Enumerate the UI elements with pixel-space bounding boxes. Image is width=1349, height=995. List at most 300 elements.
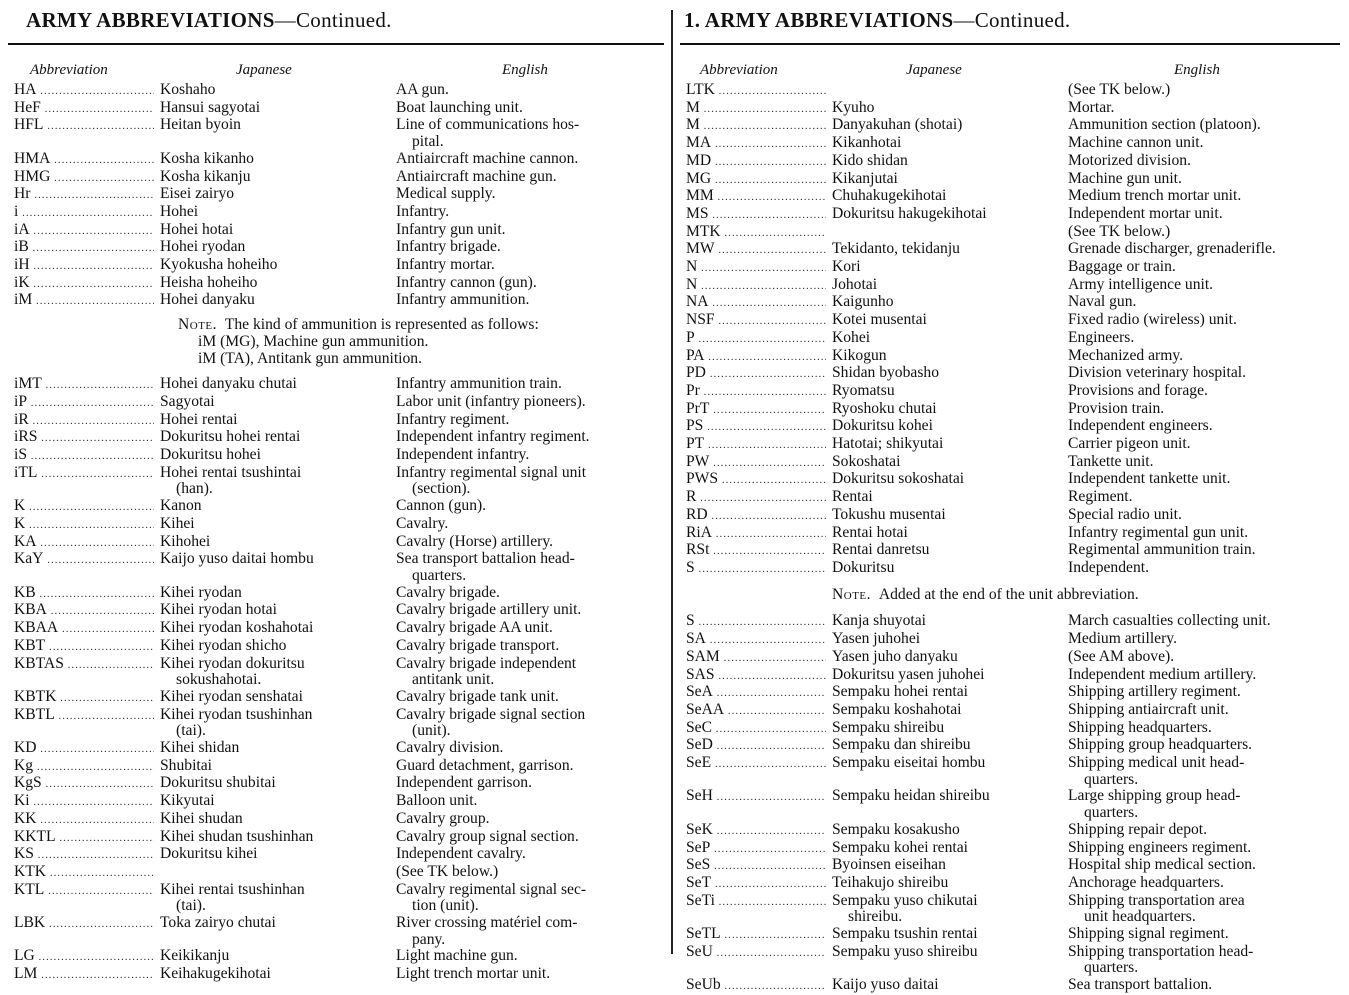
japanese-cell xyxy=(154,516,396,534)
japanese-cell xyxy=(826,720,1068,738)
english-line: Shipping transportation area xyxy=(1068,891,1245,909)
japanese-line: Eisei zairyo xyxy=(160,185,235,203)
english-cell xyxy=(1068,489,1340,507)
right-entries-group-b xyxy=(680,613,1340,994)
abbreviation-cell: SeTL ..... xyxy=(680,926,826,944)
abbreviation-cell: PD ..... xyxy=(680,365,826,383)
english-line: Antiaircraft machine gun. xyxy=(396,167,557,185)
japanese-line: Heitan byoin xyxy=(160,116,241,134)
abbreviation-cell: SeS ..... xyxy=(680,857,826,875)
entry-row xyxy=(680,755,1340,788)
entry-row xyxy=(680,737,1340,755)
japanese-line xyxy=(832,224,1060,241)
abbreviation-cell: SeK ..... xyxy=(680,822,826,840)
right-title-rest: —Continued. xyxy=(953,8,1071,32)
english-line: Sea transport battalion head- xyxy=(396,550,575,568)
japanese-line: Kihei ryodan tsushinhan xyxy=(160,705,313,723)
japanese-line: Chuhakugekihotai xyxy=(832,187,947,205)
english-line: quarters. xyxy=(412,566,467,584)
english-cell xyxy=(1068,560,1340,578)
english-cell xyxy=(1068,383,1340,401)
entry-row xyxy=(680,206,1340,224)
abbreviation-cell: HMA ..... xyxy=(8,151,154,169)
english-cell xyxy=(1068,224,1340,242)
japanese-cell xyxy=(154,275,396,293)
abbreviation-cell: KBT ..... xyxy=(8,638,154,656)
english-cell xyxy=(1068,893,1340,926)
english-line: Infantry mortar. xyxy=(396,256,495,274)
entry-row xyxy=(8,257,664,275)
entry-row xyxy=(8,222,664,240)
abbreviation-cell: KS ..... xyxy=(8,846,154,864)
japanese-cell xyxy=(826,560,1068,578)
english-cell xyxy=(1068,135,1340,153)
english-line: Cavalry brigade independent xyxy=(396,654,577,672)
japanese-line: Rentai danretsu xyxy=(832,541,930,559)
japanese-cell xyxy=(826,135,1068,153)
japanese-line: Kihohei xyxy=(160,532,211,550)
abbreviation-cell: SeA ..... xyxy=(680,684,826,702)
japanese-cell xyxy=(826,436,1068,454)
english-cell xyxy=(1068,471,1340,489)
left-note-example-1: iM (MG), Machine gun ammunition. xyxy=(198,332,429,350)
japanese-cell xyxy=(154,775,396,793)
japanese-cell xyxy=(154,447,396,465)
english-line: Medium trench mortar unit. xyxy=(1068,187,1242,205)
abbreviation-cell: KA ..... xyxy=(8,534,154,552)
entry-row xyxy=(680,507,1340,525)
english-line: Shipping artillery regiment. xyxy=(1068,683,1241,701)
english-cell xyxy=(396,758,664,776)
japanese-line: Teihakujo shireibu xyxy=(832,873,949,891)
english-line: (section). xyxy=(412,480,471,498)
english-cell xyxy=(1068,117,1340,135)
japanese-cell xyxy=(154,186,396,204)
japanese-cell xyxy=(154,656,396,689)
english-line: Antiaircraft machine cannon. xyxy=(396,149,579,167)
entry-row xyxy=(8,585,664,603)
japanese-line: Hatotai; shikyutai xyxy=(832,435,944,453)
english-line: (See TK below.) xyxy=(1068,81,1171,98)
english-line: quarters. xyxy=(1084,770,1139,788)
japanese-line: Sempaku koshahotai xyxy=(832,700,962,718)
japanese-line: Kihei ryodan dokuritsu xyxy=(160,654,305,672)
entry-row xyxy=(8,239,664,257)
english-cell xyxy=(1068,926,1340,944)
japanese-cell xyxy=(826,702,1068,720)
english-cell xyxy=(1068,100,1340,118)
japanese-line: Kyuho xyxy=(832,98,875,116)
japanese-cell xyxy=(826,613,1068,631)
japanese-line: Kihei xyxy=(160,514,195,532)
japanese-cell xyxy=(154,707,396,740)
japanese-cell xyxy=(154,864,396,882)
english-line: unit headquarters. xyxy=(1084,908,1196,926)
japanese-cell xyxy=(826,926,1068,944)
abbreviation-cell: SeD ..... xyxy=(680,737,826,755)
japanese-line: Keihakugekihotai xyxy=(160,965,271,983)
english-cell xyxy=(1068,312,1340,330)
abbreviation-cell: MW ..... xyxy=(680,241,826,259)
japanese-cell xyxy=(154,82,396,100)
english-line: Independent infantry regiment. xyxy=(396,428,590,446)
english-line: Engineers. xyxy=(1068,328,1135,346)
abbreviation-cell: NSF ..... xyxy=(680,312,826,330)
right-title-rule xyxy=(680,43,1340,45)
japanese-line: Dokuritsu hakugekihotai xyxy=(832,204,987,222)
left-header-english: English xyxy=(502,62,548,78)
entry-row xyxy=(680,613,1340,631)
entry-row xyxy=(680,153,1340,171)
english-line: antitank unit. xyxy=(412,671,495,689)
english-cell xyxy=(1068,206,1340,224)
entry-row xyxy=(680,100,1340,118)
japanese-cell xyxy=(154,534,396,552)
entry-row xyxy=(680,702,1340,720)
entry-row xyxy=(680,857,1340,875)
english-cell xyxy=(1068,667,1340,685)
english-line: Cavalry (Horse) artillery. xyxy=(396,532,554,550)
abbreviation-cell: KBTK ..... xyxy=(8,689,154,707)
japanese-cell xyxy=(826,277,1068,295)
entry-row xyxy=(8,846,664,864)
english-cell xyxy=(1068,294,1340,312)
abbreviation-cell: RD ..... xyxy=(680,507,826,525)
english-cell xyxy=(1068,977,1340,995)
entry-row xyxy=(8,689,664,707)
english-cell xyxy=(396,864,664,882)
english-line: Cavalry brigade tank unit. xyxy=(396,687,559,705)
entry-row xyxy=(8,602,664,620)
japanese-cell xyxy=(154,100,396,118)
japanese-cell xyxy=(826,82,1068,100)
english-cell xyxy=(1068,875,1340,893)
entry-row xyxy=(680,224,1340,242)
abbreviation-cell: KK ..... xyxy=(8,811,154,829)
japanese-cell xyxy=(826,153,1068,171)
entry-row xyxy=(680,312,1340,330)
japanese-cell xyxy=(826,755,1068,788)
abbreviation-cell: SeH ..... xyxy=(680,788,826,821)
entry-row xyxy=(680,188,1340,206)
right-note xyxy=(680,578,1340,614)
english-line: Provision train. xyxy=(1068,399,1165,417)
abbreviation-cell: LM ..... xyxy=(8,966,154,984)
entry-row xyxy=(680,875,1340,893)
japanese-cell xyxy=(826,365,1068,383)
english-cell xyxy=(1068,277,1340,295)
english-cell xyxy=(396,222,664,240)
english-line: Shipping signal regiment. xyxy=(1068,925,1229,943)
entry-row xyxy=(8,186,664,204)
english-cell xyxy=(396,169,664,187)
english-cell xyxy=(396,602,664,620)
japanese-cell xyxy=(826,977,1068,995)
japanese-line: Kikogun xyxy=(832,346,887,364)
english-line: quarters. xyxy=(1084,804,1139,822)
entry-row xyxy=(680,822,1340,840)
abbreviation-cell: Hr ..... xyxy=(8,186,154,204)
japanese-line: sokushahotai. xyxy=(176,671,262,689)
english-cell xyxy=(396,447,664,465)
english-line: Shipping engineers regiment. xyxy=(1068,838,1252,856)
abbreviation-cell: SeT ..... xyxy=(680,875,826,893)
japanese-line: Sempaku yuso shireibu xyxy=(832,942,978,960)
english-cell xyxy=(396,516,664,534)
japanese-line: Dokuritsu kihei xyxy=(160,845,258,863)
english-line: Shipping headquarters. xyxy=(1068,718,1212,736)
english-cell xyxy=(396,275,664,293)
right-header-english: English xyxy=(1174,62,1220,78)
english-cell xyxy=(1068,840,1340,858)
abbreviation-cell: KTK ..... xyxy=(8,864,154,882)
entry-row xyxy=(680,454,1340,472)
english-line: Grenade discharger, grenaderifle. xyxy=(1068,240,1276,258)
english-line: pany. xyxy=(412,930,446,948)
japanese-cell xyxy=(826,684,1068,702)
japanese-line: Kyokusha hoheiho xyxy=(160,256,278,274)
entry-row xyxy=(680,135,1340,153)
japanese-cell xyxy=(154,222,396,240)
entry-row xyxy=(680,348,1340,366)
japanese-cell xyxy=(826,241,1068,259)
entry-row xyxy=(680,893,1340,926)
japanese-cell xyxy=(826,471,1068,489)
english-line: Infantry ammunition train. xyxy=(396,375,562,393)
entry-row xyxy=(8,740,664,758)
left-title-rule xyxy=(8,43,664,45)
japanese-cell xyxy=(826,383,1068,401)
japanese-cell xyxy=(826,401,1068,419)
english-line: pital. xyxy=(412,133,444,151)
english-cell xyxy=(396,585,664,603)
abbreviation-cell: KKTL ..... xyxy=(8,829,154,847)
abbreviation-cell: N ..... xyxy=(680,277,826,295)
abbreviation-cell: S ..... xyxy=(680,560,826,578)
english-line: Medium artillery. xyxy=(1068,630,1177,648)
japanese-cell xyxy=(826,649,1068,667)
abbreviation-cell: iMT ..... xyxy=(8,376,154,394)
japanese-line: Koshaho xyxy=(160,81,216,98)
japanese-line: Sempaku heidan shireibu xyxy=(832,787,990,805)
entry-row xyxy=(8,100,664,118)
english-line: Mechanized army. xyxy=(1068,346,1184,364)
japanese-line: Toka zairyo chutai xyxy=(160,914,276,932)
abbreviation-cell: SeUb ..... xyxy=(680,977,826,995)
english-line: Special radio unit. xyxy=(1068,505,1182,523)
japanese-line: Johotai xyxy=(832,275,878,293)
english-cell xyxy=(396,793,664,811)
english-cell xyxy=(1068,259,1340,277)
entry-row xyxy=(680,525,1340,543)
english-cell xyxy=(396,82,664,100)
japanese-line: Kido shidan xyxy=(832,151,908,169)
left-note-example-2: iM (TA), Antitank gun ammunition. xyxy=(198,349,422,367)
japanese-line: Tekidanto, tekidanju xyxy=(832,240,960,258)
entry-row xyxy=(8,966,664,984)
japanese-cell xyxy=(154,394,396,412)
japanese-line: Sempaku hohei rentai xyxy=(832,683,968,701)
japanese-cell xyxy=(826,312,1068,330)
english-line: Shipping medical unit head- xyxy=(1068,754,1245,772)
japanese-cell xyxy=(826,489,1068,507)
japanese-line xyxy=(160,864,388,881)
japanese-line: (han). xyxy=(176,480,213,498)
japanese-line: (tai). xyxy=(176,722,206,740)
right-note-label: Note. xyxy=(832,585,872,603)
english-line: Independent infantry. xyxy=(396,446,530,464)
japanese-line: Kihei shidan xyxy=(160,739,240,757)
japanese-cell xyxy=(154,882,396,915)
entry-row xyxy=(8,376,664,394)
english-cell xyxy=(1068,684,1340,702)
japanese-cell xyxy=(154,793,396,811)
abbreviation-cell: HFL ..... xyxy=(8,117,154,150)
english-cell xyxy=(396,429,664,447)
english-cell xyxy=(396,740,664,758)
left-column xyxy=(8,0,664,983)
english-cell xyxy=(396,656,664,689)
japanese-line: Kaijo yuso daitai hombu xyxy=(160,550,314,568)
english-line: Carrier pigeon unit. xyxy=(1068,435,1191,453)
abbreviation-cell: SeTi ..... xyxy=(680,893,826,926)
japanese-line: Sempaku yuso chikutai xyxy=(832,891,978,909)
english-cell xyxy=(396,534,664,552)
japanese-line: Heisha hoheiho xyxy=(160,273,258,291)
english-line: Cavalry regimental signal sec- xyxy=(396,880,587,898)
english-cell xyxy=(1068,171,1340,189)
abbreviation-cell: LTK ..... xyxy=(680,82,826,100)
japanese-line: Kihei ryodan hotai xyxy=(160,601,277,619)
english-line: tion (unit). xyxy=(412,897,479,915)
japanese-line: Byoinsen eiseihan xyxy=(832,856,946,874)
entry-row xyxy=(680,82,1340,100)
entry-row xyxy=(8,915,664,948)
english-cell xyxy=(1068,418,1340,436)
english-line: Independent garrison. xyxy=(396,774,532,792)
abbreviation-cell: PS ..... xyxy=(680,418,826,436)
entry-row xyxy=(680,944,1340,977)
japanese-line: Kikanjutai xyxy=(832,169,898,187)
entry-row xyxy=(8,169,664,187)
abbreviation-cell: MG ..... xyxy=(680,171,826,189)
abbreviation-cell: SeE ..... xyxy=(680,755,826,788)
left-note-label: Note. xyxy=(178,316,218,334)
entry-row xyxy=(680,560,1340,578)
japanese-line: Dokuritsu hohei xyxy=(160,446,261,464)
english-cell xyxy=(396,186,664,204)
english-line: Cavalry division. xyxy=(396,739,504,757)
english-line: Tankette unit. xyxy=(1068,452,1154,470)
japanese-cell xyxy=(826,840,1068,858)
japanese-cell xyxy=(154,846,396,864)
abbreviation-cell: NA ..... xyxy=(680,294,826,312)
abbreviation-cell: M ..... xyxy=(680,117,826,135)
abbreviation-cell: R ..... xyxy=(680,489,826,507)
japanese-cell xyxy=(826,348,1068,366)
japanese-line: Rentai hotai xyxy=(832,523,908,541)
abbreviation-cell: N ..... xyxy=(680,259,826,277)
japanese-line: Kikanhotai xyxy=(832,134,902,152)
english-line: Regimental ammunition train. xyxy=(1068,541,1256,559)
japanese-line: Sempaku kosakusho xyxy=(832,820,960,838)
english-line: Shipping group headquarters. xyxy=(1068,736,1253,754)
abbreviation-cell: RiA ..... xyxy=(680,525,826,543)
right-note-text: Added at the end of the unit abbreviation. xyxy=(878,585,1139,603)
right-title-bold: 1. ARMY ABBREVIATIONS xyxy=(684,8,954,32)
japanese-line: Sempaku shireibu xyxy=(832,718,945,736)
japanese-cell xyxy=(154,638,396,656)
right-page-title xyxy=(684,8,1070,33)
english-line: Infantry regimental gun unit. xyxy=(1068,523,1249,541)
english-cell xyxy=(1068,82,1340,100)
entry-row xyxy=(680,542,1340,560)
english-line: Large shipping group head- xyxy=(1068,787,1241,805)
japanese-cell xyxy=(826,507,1068,525)
entry-row xyxy=(680,330,1340,348)
english-cell xyxy=(1068,755,1340,788)
entry-row xyxy=(680,117,1340,135)
japanese-cell xyxy=(154,689,396,707)
abbreviation-cell: M ..... xyxy=(680,100,826,118)
abbreviation-cell: KB ..... xyxy=(8,585,154,603)
japanese-line: Kaigunho xyxy=(832,293,894,311)
entry-row xyxy=(680,667,1340,685)
right-header-abbreviation: Abbreviation xyxy=(700,62,778,78)
english-cell xyxy=(1068,525,1340,543)
english-cell xyxy=(396,498,664,516)
english-cell xyxy=(1068,507,1340,525)
english-line: Infantry brigade. xyxy=(396,238,501,256)
abbreviation-cell: KTL ..... xyxy=(8,882,154,915)
japanese-cell xyxy=(154,151,396,169)
abbreviation-cell: SeP ..... xyxy=(680,840,826,858)
abbreviation-cell: KBTAS ..... xyxy=(8,656,154,689)
japanese-line: Kanon xyxy=(160,497,202,515)
english-line: River crossing matériel com- xyxy=(396,914,578,932)
english-line: (See TK below.) xyxy=(1068,222,1171,240)
japanese-line: Sempaku kohei rentai xyxy=(832,838,968,856)
english-cell xyxy=(396,689,664,707)
abbreviation-cell: KaY ..... xyxy=(8,551,154,584)
japanese-line: Kihei ryodan xyxy=(160,583,242,601)
english-line: Shipping transportation head- xyxy=(1068,942,1254,960)
japanese-cell xyxy=(154,239,396,257)
entry-row xyxy=(680,383,1340,401)
japanese-line: Dokuritsu yasen juhohei xyxy=(832,665,985,683)
english-cell xyxy=(1068,330,1340,348)
abbreviation-cell: HeF ..... xyxy=(8,100,154,118)
entry-row xyxy=(8,412,664,430)
japanese-line: Kihei shudan xyxy=(160,809,243,827)
english-cell xyxy=(1068,365,1340,383)
abbreviation-cell: MA ..... xyxy=(680,135,826,153)
japanese-cell xyxy=(154,376,396,394)
japanese-line: Sempaku eiseitai hombu xyxy=(832,754,986,772)
japanese-line xyxy=(832,82,1060,99)
english-cell xyxy=(1068,822,1340,840)
abbreviation-cell: P ..... xyxy=(680,330,826,348)
japanese-cell xyxy=(826,525,1068,543)
abbreviation-cell: iM ..... xyxy=(8,292,154,310)
entry-row xyxy=(8,151,664,169)
english-line: Regiment. xyxy=(1068,488,1133,506)
entry-row xyxy=(8,620,664,638)
japanese-cell xyxy=(826,737,1068,755)
entry-row xyxy=(680,259,1340,277)
japanese-cell xyxy=(826,224,1068,242)
japanese-cell xyxy=(154,620,396,638)
